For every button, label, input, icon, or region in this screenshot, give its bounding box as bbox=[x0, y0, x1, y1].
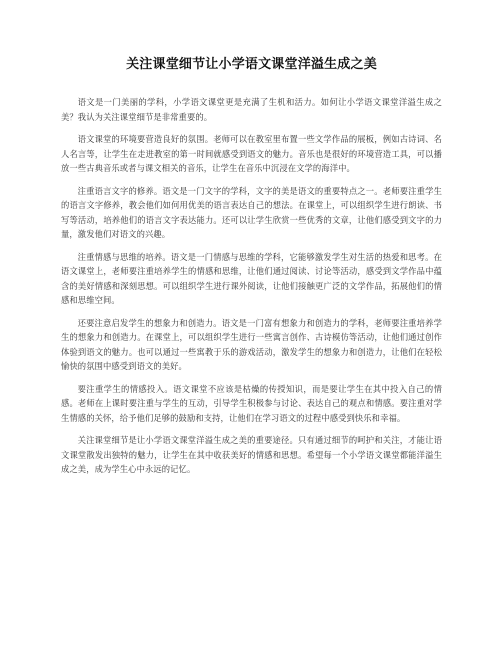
paragraph-imagination: 还要注意启发学生的想象力和创造力。语文是一门富有想象力和创造力的学科，老师要注重培养学生的想象力和创造力。在课堂上，可以组织学生进行一些寓言创作、古诗模仿等活动，让他们通过创作体验到语文的魅力。也可以通过一些寓教于乐的游戏活动，激发学生的想象力和创造力，让他们在轻松愉快的氛围中感受到语文的美好。 bbox=[61, 317, 442, 371]
paragraph-intro: 语文是一门美丽的学科，小学语文课堂更是充满了生机和活力。如何让小学语文课堂洋溢生成之美？我认为关注课堂细节是非常重要的。 bbox=[61, 97, 442, 122]
paragraph-engagement: 要注重学生的情感投入。语文课堂不应该是枯燥的传授知识，而是要让学生在其中投入自己的情感。老师在上课时要注重与学生的互动，引导学生积极参与讨论、表达自己的观点和情感。要注重对学生情感的关怀，给予他们足够的鼓励和支持，让他们在学习语文的过程中感受到快乐和幸福。 bbox=[61, 383, 442, 423]
document-body bbox=[61, 95, 442, 477]
paragraph-conclusion: 关注课堂细节是让小学语文课堂洋溢生成之美的重要途径。只有通过细节的呵护和关注，才能让语文课堂散发出独特的魅力，让学生在其中收获美好的情感和思想。希望每一个小学语文课堂都能洋溢生成之美，成为学生心中永远的记忆。 bbox=[61, 435, 442, 474]
document-title: 关注课堂细节让小学语文课堂洋溢生成之美 bbox=[126, 57, 377, 72]
paragraph-emotion-thinking: 注重情感与思维的培养。语文是一门情感与思维的学科，它能够激发学生对生活的热爱和思考。在语文课堂上，老师要注重培养学生的情感和思维，让他们通过阅读、讨论等活动，感受到文学作品中蕴含的美好情感和深刻思想。可以组织学生进行课外阅读，让他们接触更广泛的文学作品，拓展他们的情感和思维空间。 bbox=[61, 251, 442, 305]
paragraph-language: 注重语言文字的修养。语文是一门文字的学科，文字的美是语文的重要特点之一。老师要注重学生的语言文字修养，教会他们如何用优美的语言表达自己的想法。在课堂上，可以组织学生进行朗读、书写等活动，培养他们的语言文字表达能力。还可以让学生欣赏一些优秀的文章，让他们感受到文字的力量，激发他们对语文的兴趣。 bbox=[61, 185, 442, 239]
paragraph-environment: 语文课堂的环境要营造良好的氛围。老师可以在教室里布置一些文学作品的展板，例如古诗词、名人名言等，让学生在走进教室的第一时间就感受到语文的魅力。音乐也是很好的环境营造工具，可以播放一些古典音乐或者与课文相关的音乐，让学生在音乐中沉浸在文学的海洋中。 bbox=[61, 134, 442, 173]
